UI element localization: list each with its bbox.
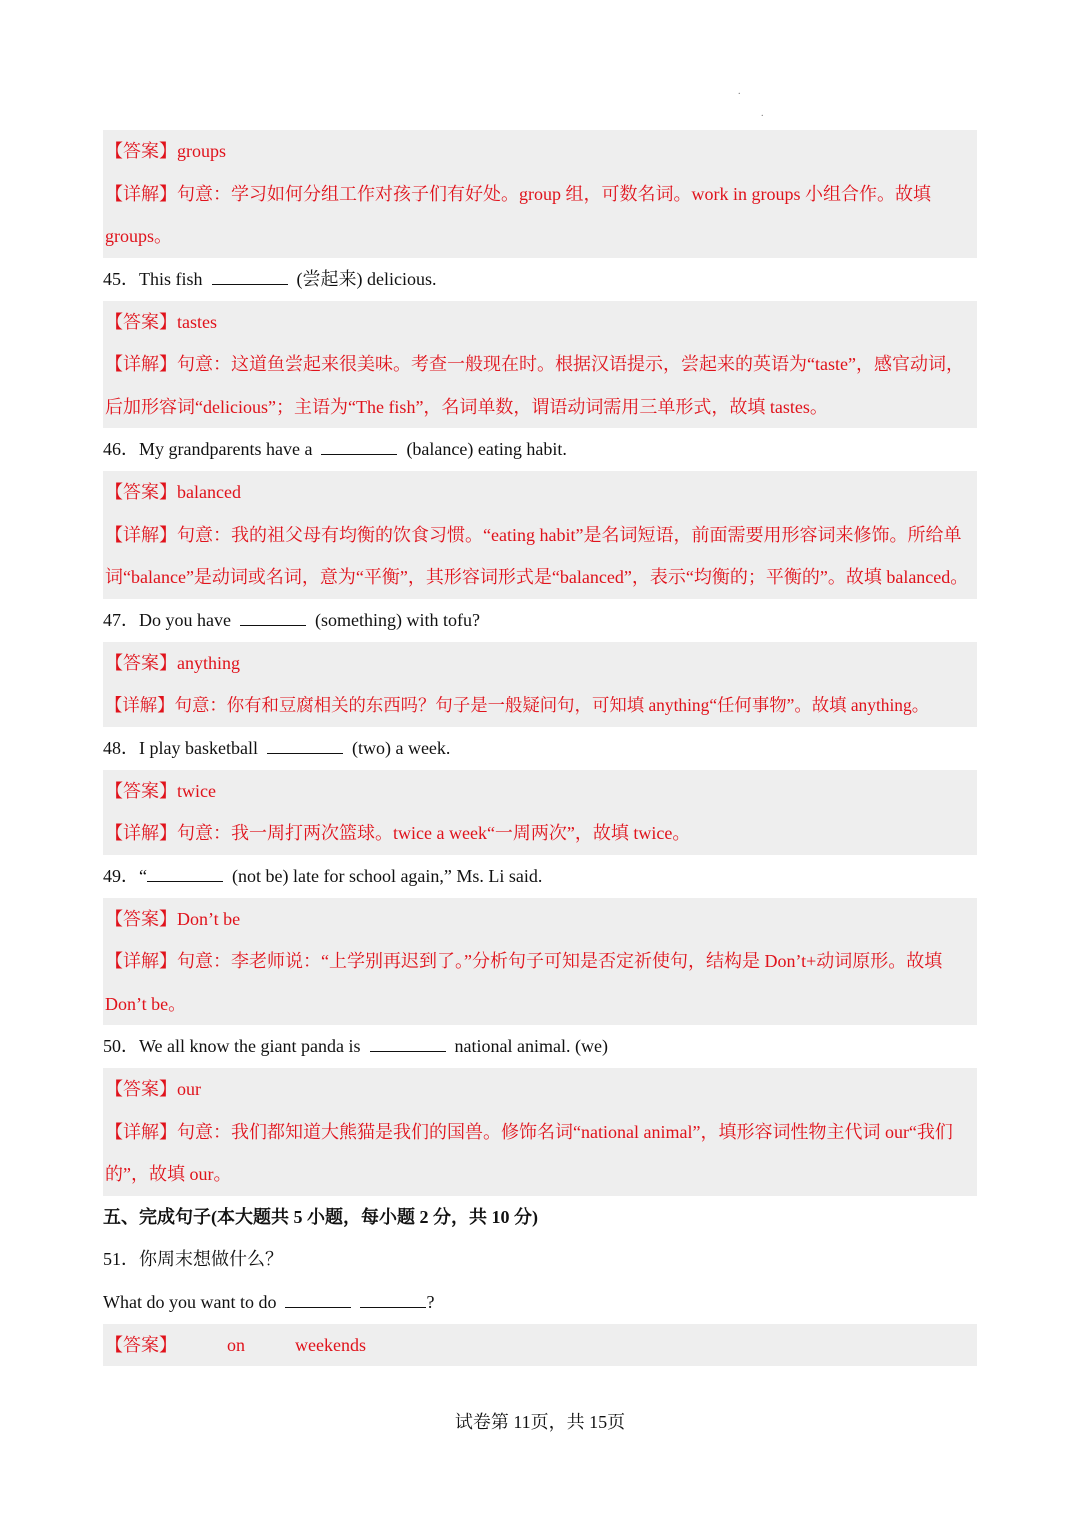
answer-explanation: 【详解】句意：我的祖父母有均衡的饮食习惯。“eating habit”是名词短语，前面需要用形容词来修饰。所给单词“balance”是动词或名词，意为“平衡”，其形容词形式是“balanced”，表示“均衡的；平衡的”。故填 balanced。 bbox=[105, 524, 969, 587]
question-text: 48．I play basketball bbox=[103, 737, 258, 758]
scan-dot: . bbox=[738, 86, 741, 97]
page-footer: 试卷第 11页，共 15页 bbox=[454, 1412, 626, 1432]
scan-dot: . bbox=[761, 108, 764, 119]
answer-box-51 bbox=[103, 1324, 977, 1367]
answer-label: 【答案】groups bbox=[105, 141, 226, 161]
answer-label: 【答案】balanced bbox=[105, 482, 241, 502]
answer-word: on bbox=[227, 1334, 245, 1355]
question-49 bbox=[103, 855, 977, 898]
fill-blank bbox=[285, 1289, 351, 1308]
answer-explanation: 【详解】句意：你有和豆腐相关的东西吗？句子是一般疑问句，可知填 anything“任何事物”。故填 anything。 bbox=[105, 695, 930, 715]
answer-explanation: 【详解】句意：李老师说：“上学别再迟到了。”分析句子可知是否定祈使句，结构是 Don’t+动词原形。故填 Don’t be。 bbox=[105, 951, 943, 1014]
question-punct: ? bbox=[426, 1291, 435, 1312]
question-50 bbox=[103, 1025, 977, 1068]
fill-blank bbox=[360, 1289, 426, 1308]
question-hint: (two) a week. bbox=[351, 737, 451, 758]
question-hint: (尝起来) delicious. bbox=[296, 268, 437, 289]
answer-explanation: 【详解】句意：我一周打两次篮球。twice a week“一周两次”，故填 twice。 bbox=[105, 823, 691, 843]
answer-box-48 bbox=[103, 770, 977, 855]
fill-blank bbox=[212, 266, 288, 285]
section-title: 五、完成句子(本大题共 5 小题，每小题 2 分，共 10 分) bbox=[103, 1206, 538, 1227]
question-text: 45．This fish bbox=[103, 268, 203, 289]
question-45 bbox=[103, 258, 977, 301]
question-hint: (not be) late for school again,” Ms. Li said. bbox=[232, 865, 543, 886]
fill-blank bbox=[147, 863, 223, 882]
question-hint: (balance) eating habit. bbox=[406, 439, 567, 459]
answer-box-45 bbox=[103, 301, 977, 429]
answer-row bbox=[105, 1324, 975, 1367]
answer-explanation: 【详解】句意：这道鱼尝起来很美味。考查一般现在时。根据汉语提示，尝起来的英语为“taste”，感官动词，后加形容词“delicious”；主语为“The fish”，名词单数，谓语动词需用三单形式，故填 tastes。 bbox=[105, 354, 964, 417]
question-text: 50．We all know the giant panda is bbox=[103, 1036, 361, 1056]
question-48 bbox=[103, 727, 977, 770]
question-text: What do you want to do bbox=[103, 1291, 277, 1312]
fill-blank bbox=[267, 735, 343, 754]
question-text: 47．Do you have bbox=[103, 609, 231, 630]
question-47 bbox=[103, 599, 977, 642]
answer-label: 【答案】twice bbox=[105, 780, 216, 801]
question-51-english bbox=[103, 1281, 977, 1324]
answer-explanation: 【详解】句意：我们都知道大熊猫是我们的国兽。修饰名词“national animal”，填形容词性物主代词 our“我们的”，故填 our。 bbox=[105, 1121, 953, 1184]
question-hint: national animal. (we) bbox=[454, 1036, 608, 1056]
exam-page-content bbox=[103, 130, 977, 1366]
answer-box-50 bbox=[103, 1068, 977, 1196]
answer-label: 【答案】 bbox=[105, 1334, 177, 1355]
question-text: 49．“ bbox=[103, 865, 147, 886]
answer-box-46 bbox=[103, 471, 977, 599]
answer-box-44 bbox=[103, 130, 977, 258]
question-46 bbox=[103, 428, 977, 471]
fill-blank bbox=[321, 436, 397, 455]
question-hint: (something) with tofu? bbox=[314, 609, 480, 630]
answer-label: 【答案】tastes bbox=[105, 311, 217, 332]
answer-label: 【答案】our bbox=[105, 1079, 201, 1099]
fill-blank bbox=[240, 607, 306, 626]
fill-blank bbox=[370, 1033, 446, 1052]
answer-box-47 bbox=[103, 642, 977, 727]
answer-label: 【答案】Don’t be bbox=[105, 908, 241, 929]
answer-label: 【答案】anything bbox=[105, 652, 240, 673]
answer-explanation: 【详解】句意：学习如何分组工作对孩子们有好处。group 组，可数名词。work in groups 小组合作。故填 groups。 bbox=[105, 183, 931, 246]
question-51-chinese: 51．你周末想做什么？ bbox=[103, 1248, 283, 1269]
question-text: 46．My grandparents have a bbox=[103, 439, 313, 459]
answer-word: weekends bbox=[295, 1334, 366, 1355]
answer-box-49 bbox=[103, 898, 977, 1026]
